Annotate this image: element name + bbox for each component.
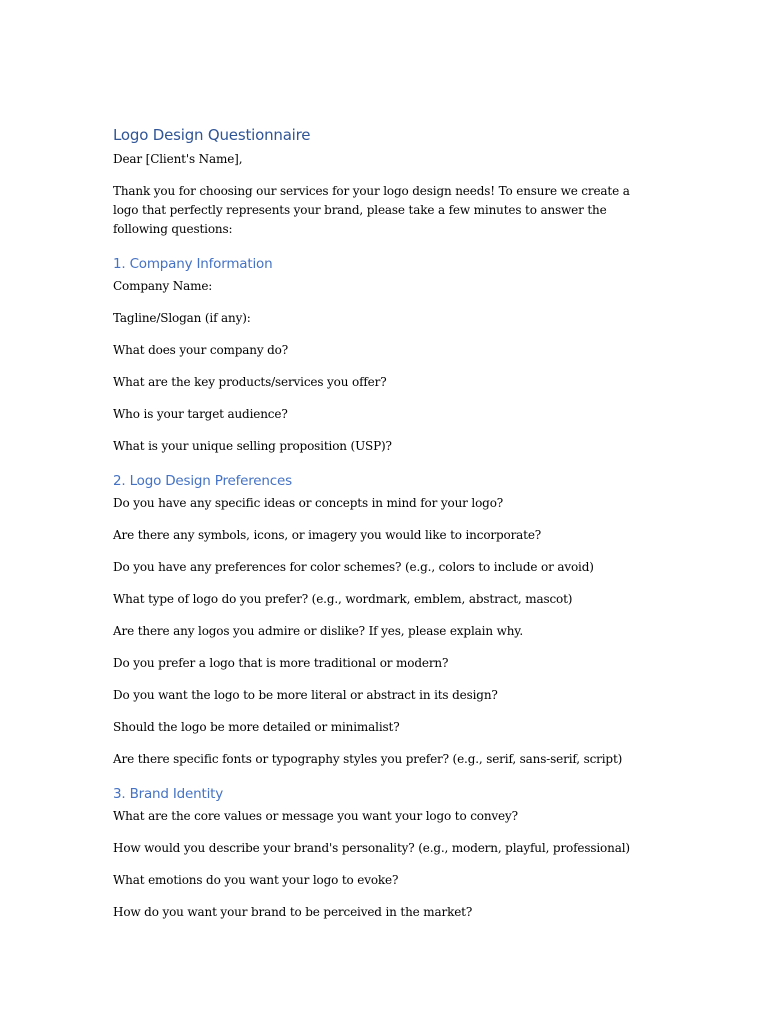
- intro-paragraph: Thank you for choosing our services for your logo design needs! To ensure we create a logo that perfectly represents your brand, please take a few minutes to answer the following questions:: [113, 184, 630, 236]
- section-heading-brand-identity: 3. Brand Identity: [113, 786, 224, 802]
- question-detailed-minimalist: Should the logo be more detailed or minimalist?: [113, 720, 400, 734]
- salutation: Dear [Client's Name],: [113, 152, 243, 166]
- question-fonts-typography: Are there specific fonts or typography styles you prefer? (e.g., serif, sans-serif, script): [113, 752, 623, 766]
- question-symbols-icons: Are there any symbols, icons, or imagery you would like to incorporate?: [113, 528, 542, 542]
- question-usp: What is your unique selling proposition (USP)?: [113, 439, 392, 453]
- question-admire-dislike: Are there any logos you admire or dislike? If yes, please explain why.: [113, 624, 523, 638]
- question-traditional-modern: Do you prefer a logo that is more traditional or modern?: [113, 656, 449, 670]
- question-logo-type: What type of logo do you prefer? (e.g., wordmark, emblem, abstract, mascot): [113, 592, 573, 606]
- page-title: Logo Design Questionnaire: [113, 126, 311, 144]
- question-brand-personality: How would you describe your brand's personality? (e.g., modern, playful, professional): [113, 841, 630, 855]
- question-target-audience: Who is your target audience?: [113, 407, 288, 421]
- document-body: [113, 124, 658, 922]
- question-company-does: What does your company do?: [113, 343, 289, 357]
- question-tagline: Tagline/Slogan (if any):: [113, 311, 251, 325]
- question-core-values: What are the core values or message you want your logo to convey?: [113, 809, 518, 823]
- question-color-schemes: Do you have any preferences for color schemes? (e.g., colors to include or avoid): [113, 560, 594, 574]
- question-company-name: Company Name:: [113, 279, 213, 293]
- section-heading-logo-design-preferences: 2. Logo Design Preferences: [113, 473, 292, 489]
- question-market-perception: How do you want your brand to be perceived in the market?: [113, 905, 473, 919]
- question-products-services: What are the key products/services you offer?: [113, 375, 387, 389]
- question-literal-abstract: Do you want the logo to be more literal or abstract in its design?: [113, 688, 498, 702]
- section-heading-company-information: 1. Company Information: [113, 256, 273, 272]
- question-ideas-concepts: Do you have any specific ideas or concepts in mind for your logo?: [113, 496, 504, 510]
- question-emotions: What emotions do you want your logo to evoke?: [113, 873, 399, 887]
